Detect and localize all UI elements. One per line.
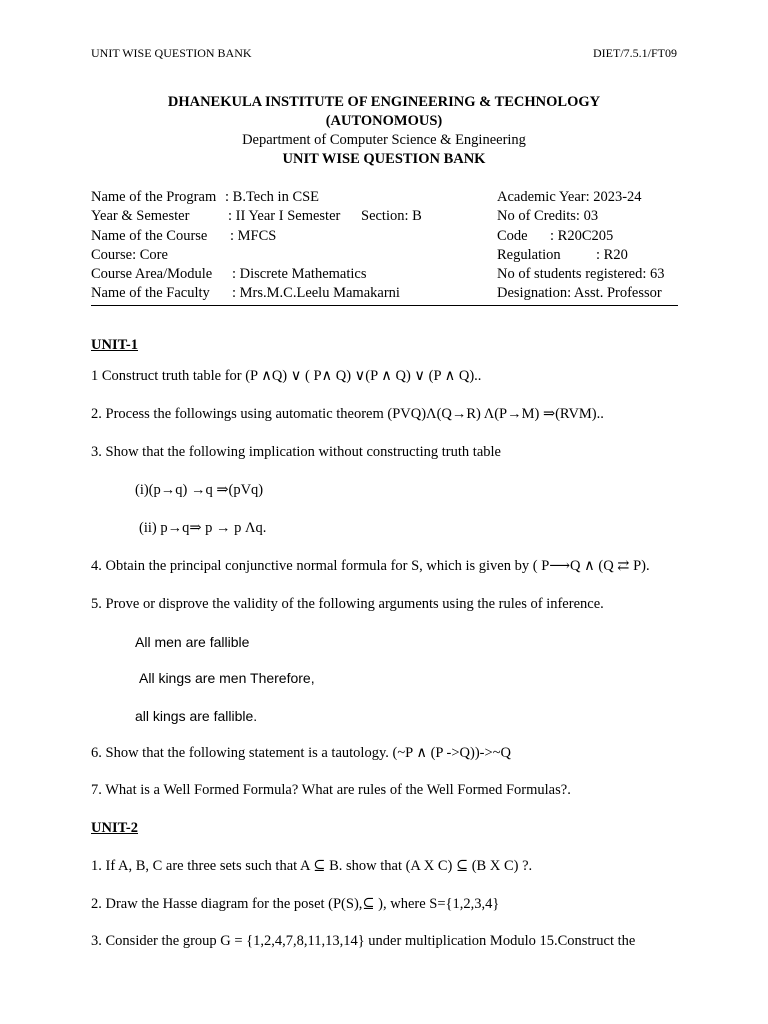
course-type: Course: Core bbox=[91, 246, 168, 263]
info-row-year bbox=[91, 208, 678, 227]
year-value: : II Year I Semester bbox=[228, 208, 341, 225]
course-name-value: : MFCS bbox=[230, 227, 277, 244]
header-right: DIET/7.5.1/FT09 bbox=[593, 46, 677, 60]
unit1-question-2: 2. Process the followings using automatic theorem (PVQ)Λ(Q→R) Λ(P→M) ⇒(RVM).. bbox=[91, 406, 604, 422]
program-label: Name of the Program bbox=[91, 189, 217, 205]
header-divider bbox=[91, 305, 678, 306]
regulation-label: Regulation bbox=[497, 246, 561, 263]
academic-year: Academic Year: 2023-24 bbox=[497, 189, 642, 205]
institute-name: DHANEKULA INSTITUTE OF ENGINEERING & TECHNOLOGY bbox=[167, 94, 601, 110]
unit1-question-4: 4. Obtain the principal conjunctive normal formula for S, which is given by ( P⟶Q ∧ (Q ⇄ P). bbox=[91, 558, 650, 574]
unit1-question-5: 5. Prove or disprove the validity of the following arguments using the rules of inference. bbox=[91, 596, 604, 612]
unit1-heading: UNIT-1 bbox=[91, 337, 139, 353]
unit1-question-6: 6. Show that the following statement is a tautology. (~P ∧ (P ->Q))->~Q bbox=[91, 745, 512, 761]
info-row-course-type bbox=[91, 247, 678, 266]
year-label: Year & Semester bbox=[91, 208, 190, 225]
unit1-question-3: 3. Show that the following implication without constructing truth table bbox=[91, 444, 501, 460]
header-left: UNIT WISE QUESTION BANK bbox=[91, 46, 252, 60]
document-title: UNIT WISE QUESTION BANK bbox=[282, 151, 486, 167]
unit2-question-1: 1. If A, B, C are three sets such that A ⊆ B. show that (A X C) ⊆ (B X C) ?. bbox=[91, 858, 533, 874]
info-row-course-name bbox=[91, 228, 678, 247]
regulation-value: : R20 bbox=[596, 246, 628, 263]
faculty-value: : Mrs.M.C.Leelu Mamakarni bbox=[232, 285, 400, 302]
unit1-question-3-part-i: (i)(p→q) →q ⇒(pVq) bbox=[135, 482, 264, 498]
unit2-heading: UNIT-2 bbox=[91, 820, 139, 836]
autonomous-label: (AUTONOMOUS) bbox=[325, 113, 443, 129]
department-name: Department of Computer Science & Engineering bbox=[242, 132, 526, 148]
area-label: Course Area/Module bbox=[91, 266, 213, 283]
info-row-area bbox=[91, 266, 678, 285]
area-value: : Discrete Mathematics bbox=[232, 266, 367, 283]
unit1-question-3-part-ii: (ii) p→q⇒ p → p Λq. bbox=[139, 520, 267, 536]
code-label: Code bbox=[497, 227, 528, 244]
unit2-question-2: 2. Draw the Hasse diagram for the poset (P(S),⊆ ), where S={1,2,3,4} bbox=[91, 896, 500, 912]
program-value: : B.Tech in CSE bbox=[225, 189, 320, 205]
unit2-question-3: 3. Consider the group G = {1,2,4,7,8,11,13,14} under multiplication Modulo 15.Construct the bbox=[91, 933, 636, 949]
credits: No of Credits: 03 bbox=[497, 208, 599, 225]
unit1-question-5-conclusion: all kings are fallible. bbox=[135, 708, 258, 724]
designation: Designation: Asst. Professor bbox=[497, 285, 662, 302]
unit1-question-1: 1 Construct truth table for (P ∧Q) ∨ ( P∧ Q) ∨(P ∧ Q) ∨ (P ∧ Q).. bbox=[91, 368, 482, 384]
section-value: Section: B bbox=[361, 208, 422, 225]
unit1-question-5-premise-2: All kings are men Therefore, bbox=[139, 670, 315, 686]
info-row-faculty bbox=[91, 285, 678, 304]
unit1-question-7: 7. What is a Well Formed Formula? What are rules of the Well Formed Formulas?. bbox=[91, 782, 571, 798]
unit1-question-5-premise-1: All men are fallible bbox=[135, 634, 250, 650]
info-row-program bbox=[91, 189, 678, 208]
students-registered: No of students registered: 63 bbox=[497, 266, 665, 283]
course-name-label: Name of the Course bbox=[91, 227, 208, 244]
course-info-block bbox=[91, 189, 678, 305]
faculty-label: Name of the Faculty bbox=[91, 285, 210, 302]
code-value: : R20C205 bbox=[550, 227, 614, 244]
